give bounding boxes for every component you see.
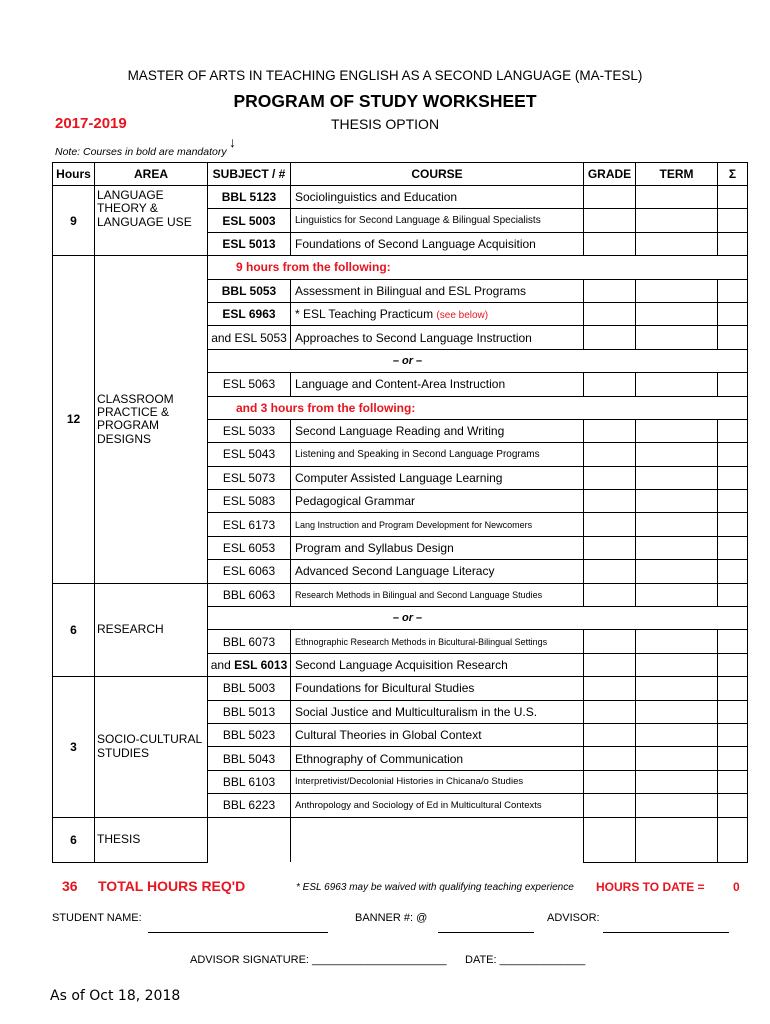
subject-cell: and ESL 5053: [208, 326, 291, 349]
grade-cell[interactable]: [584, 326, 636, 349]
term-cell[interactable]: [636, 513, 718, 536]
arrow-down-icon: ↓: [229, 134, 236, 150]
term-cell[interactable]: [636, 677, 718, 700]
sigma-cell[interactable]: [718, 770, 748, 793]
grade-cell[interactable]: [584, 770, 636, 793]
section-hours: 6: [53, 817, 95, 862]
course-cell: [291, 302, 584, 325]
grade-cell[interactable]: [584, 466, 636, 489]
sigma-cell[interactable]: [718, 443, 748, 466]
term-cell[interactable]: [636, 186, 718, 209]
subject-cell: ESL 5073: [208, 466, 291, 489]
subject-cell: ESL 5043: [208, 443, 291, 466]
term-cell[interactable]: [636, 443, 718, 466]
section-hours: 6: [53, 583, 95, 677]
course-cell: Assessment in Bilingual and ESL Programs: [291, 279, 584, 302]
grade-cell[interactable]: [584, 279, 636, 302]
course-cell: Ethnographic Research Methods in Bicultural-Bilingual Settings: [291, 630, 584, 653]
table-row: [53, 817, 748, 862]
subject-cell: ESL 6173: [208, 513, 291, 536]
grade-cell[interactable]: [584, 700, 636, 723]
course-cell: Approaches to Second Language Instruction: [291, 326, 584, 349]
course-cell: Social Justice and Multiculturalism in the U.S.: [291, 700, 584, 723]
term-cell[interactable]: [636, 490, 718, 513]
grade-cell[interactable]: [584, 747, 636, 770]
grade-cell[interactable]: [584, 513, 636, 536]
section-hours: 3: [53, 677, 95, 817]
course-cell: Program and Syllabus Design: [291, 536, 584, 559]
sigma-cell[interactable]: [718, 536, 748, 559]
term-cell[interactable]: [636, 419, 718, 442]
subject-cell: BBL 6223: [208, 794, 291, 817]
subject-cell: BBL 5043: [208, 747, 291, 770]
banner-field[interactable]: [438, 932, 534, 933]
see-below-note: (see below): [436, 310, 489, 322]
course-cell: Lang Instruction and Program Development for Newcomers: [291, 513, 584, 536]
catalog-years: 2017-2019: [55, 115, 127, 132]
total-hours-label: TOTAL HOURS REQ'D: [98, 878, 246, 894]
course-cell: Computer Assisted Language Learning: [291, 466, 584, 489]
table-row: [53, 677, 748, 700]
subject-code: ESL 6013: [234, 658, 288, 672]
hours-to-date-value: 0: [733, 880, 740, 894]
course-cell: Interpretivist/Decolonial Histories in Chicana/o Studies: [291, 770, 584, 793]
group-instruction: and 3 hours from the following:: [208, 396, 748, 419]
sigma-cell[interactable]: [718, 583, 748, 606]
course-cell: Ethnography of Communication: [291, 747, 584, 770]
term-cell[interactable]: [636, 232, 718, 255]
term-cell[interactable]: [636, 209, 718, 232]
grade-cell[interactable]: [584, 723, 636, 746]
grade-cell[interactable]: [584, 583, 636, 606]
course-cell: Cultural Theories in Global Context: [291, 723, 584, 746]
grade-cell[interactable]: [584, 232, 636, 255]
subject-cell: ESL 6063: [208, 560, 291, 583]
subject-cell: ESL 5063: [208, 373, 291, 396]
course-cell: Language and Content-Area Instruction: [291, 373, 584, 396]
sigma-cell[interactable]: [718, 232, 748, 255]
term-cell[interactable]: [636, 723, 718, 746]
sigma-cell[interactable]: [718, 490, 748, 513]
area-header: AREA: [95, 163, 208, 186]
sigma-cell[interactable]: [718, 677, 748, 700]
subject-cell: ESL 6963: [208, 302, 291, 325]
term-cell[interactable]: [636, 536, 718, 559]
grade-cell[interactable]: [584, 653, 636, 676]
section-area: SOCIO-CULTURAL STUDIES: [95, 677, 208, 817]
subject-cell: BBL 5013: [208, 700, 291, 723]
subject-cell: BBL 5053: [208, 279, 291, 302]
grade-cell[interactable]: [584, 186, 636, 209]
program-name: MASTER OF ARTS IN TEACHING ENGLISH AS A SECOND LANGUAGE (MA-TESL): [127, 68, 643, 83]
course-cell: Linguistics for Second Language & Bilingual Specialists: [291, 209, 584, 232]
grade-cell[interactable]: [584, 630, 636, 653]
sigma-cell[interactable]: [718, 653, 748, 676]
term-cell[interactable]: [636, 466, 718, 489]
course-cell: Foundations for Bicultural Studies: [291, 677, 584, 700]
waive-note: * ESL 6963 may be waived with qualifying teaching experience: [296, 882, 574, 893]
table-row: [53, 256, 748, 279]
grade-cell[interactable]: [584, 443, 636, 466]
course-header: COURSE: [291, 163, 584, 186]
sigma-cell[interactable]: [718, 723, 748, 746]
sigma-cell[interactable]: [718, 513, 748, 536]
sigma-cell[interactable]: [718, 373, 748, 396]
course-cell: Listening and Speaking in Second Language Programs: [291, 443, 584, 466]
sigma-cell[interactable]: [718, 279, 748, 302]
as-of-date: As of Oct 18, 2018: [50, 988, 181, 1004]
subject-cell: ESL 5013: [208, 232, 291, 255]
term-cell[interactable]: [636, 700, 718, 723]
course-cell: Sociolinguistics and Education: [291, 186, 584, 209]
sigma-cell[interactable]: [718, 326, 748, 349]
term-header: TERM: [636, 163, 718, 186]
term-cell[interactable]: [636, 373, 718, 396]
grade-cell[interactable]: [584, 490, 636, 513]
banner-label: BANNER #: @: [355, 912, 428, 924]
course-cell: Anthropology and Sociology of Ed in Multicultural Contexts: [291, 794, 584, 817]
sigma-cell[interactable]: [718, 209, 748, 232]
thesis-subject-cell[interactable]: [208, 817, 291, 862]
sigma-cell[interactable]: [718, 817, 748, 862]
or-divider: – or –: [208, 349, 748, 372]
grade-header: GRADE: [584, 163, 636, 186]
total-hours-value: 36: [62, 878, 78, 894]
subject-prefix: and: [210, 658, 231, 672]
sigma-cell[interactable]: [718, 186, 748, 209]
subject-cell: ESL 5003: [208, 209, 291, 232]
term-cell[interactable]: [636, 817, 718, 862]
table-header-row: [53, 163, 748, 186]
sigma-cell[interactable]: [718, 630, 748, 653]
course-cell: Foundations of Second Language Acquisition: [291, 232, 584, 255]
course-table: [52, 162, 748, 863]
student-name-field[interactable]: [148, 932, 328, 933]
course-name: * ESL Teaching Practicum: [295, 307, 434, 322]
grade-cell[interactable]: [584, 302, 636, 325]
course-cell: Advanced Second Language Literacy: [291, 560, 584, 583]
sigma-header: Σ: [718, 163, 748, 186]
sigma-cell[interactable]: [718, 302, 748, 325]
hours-header: Hours: [53, 163, 95, 186]
advisor-label: ADVISOR:: [547, 912, 600, 924]
term-cell[interactable]: [636, 279, 718, 302]
term-cell[interactable]: [636, 326, 718, 349]
subject-cell: ESL 5033: [208, 419, 291, 442]
or-divider: – or –: [208, 607, 748, 630]
sigma-cell[interactable]: [718, 419, 748, 442]
grade-cell[interactable]: [584, 794, 636, 817]
grade-cell[interactable]: [584, 209, 636, 232]
section-area: THESIS: [95, 817, 208, 862]
grade-cell[interactable]: [584, 419, 636, 442]
sigma-cell[interactable]: [718, 747, 748, 770]
grade-cell[interactable]: [584, 677, 636, 700]
subject-header: SUBJECT / #: [208, 163, 291, 186]
subject-cell: BBL 6063: [208, 583, 291, 606]
term-cell[interactable]: [636, 653, 718, 676]
section-hours: 12: [53, 256, 95, 583]
grade-cell[interactable]: [584, 373, 636, 396]
advisor-signature-label[interactable]: ADVISOR SIGNATURE: ______________________: [190, 954, 447, 966]
section-area: RESEARCH: [95, 583, 208, 677]
grade-cell[interactable]: [584, 817, 636, 862]
advisor-field[interactable]: [603, 932, 729, 933]
hours-to-date-label: HOURS TO DATE =: [596, 880, 705, 894]
course-cell: Second Language Acquisition Research: [291, 653, 584, 676]
date-label[interactable]: DATE: ______________: [465, 954, 586, 966]
term-cell[interactable]: [636, 770, 718, 793]
sigma-cell[interactable]: [718, 466, 748, 489]
grade-cell[interactable]: [584, 560, 636, 583]
subject-cell: BBL 5123: [208, 186, 291, 209]
sigma-cell[interactable]: [718, 560, 748, 583]
mandatory-note: Note: Courses in bold are mandatory: [55, 146, 227, 158]
thesis-option-label: THESIS OPTION: [330, 116, 440, 132]
term-cell[interactable]: [636, 794, 718, 817]
subject-cell: BBL 5003: [208, 677, 291, 700]
term-cell[interactable]: [636, 583, 718, 606]
section-area: CLASSROOM PRACTICE & PROGRAM DESIGNS: [95, 256, 208, 583]
section-hours: 9: [53, 186, 95, 256]
table-row: [53, 583, 748, 606]
course-cell: Research Methods in Bilingual and Second Language Studies: [291, 583, 584, 606]
subject-cell: BBL 6103: [208, 770, 291, 793]
section-area: LANGUAGE THEORY & LANGUAGE USE: [95, 186, 208, 256]
grade-cell[interactable]: [584, 536, 636, 559]
sigma-cell[interactable]: [718, 794, 748, 817]
subject-cell: [208, 653, 291, 676]
term-cell[interactable]: [636, 560, 718, 583]
worksheet-title: PROGRAM OF STUDY WORKSHEET: [233, 91, 537, 111]
student-name-label: STUDENT NAME:: [52, 912, 142, 924]
course-cell: Second Language Reading and Writing: [291, 419, 584, 442]
group-instruction: 9 hours from the following:: [208, 256, 748, 279]
subject-cell: ESL 6053: [208, 536, 291, 559]
term-cell[interactable]: [636, 630, 718, 653]
subject-cell: BBL 6073: [208, 630, 291, 653]
term-cell[interactable]: [636, 747, 718, 770]
thesis-course-cell[interactable]: [291, 817, 584, 862]
sigma-cell[interactable]: [718, 700, 748, 723]
subject-cell: BBL 5023: [208, 723, 291, 746]
course-cell: Pedagogical Grammar: [291, 490, 584, 513]
term-cell[interactable]: [636, 302, 718, 325]
table-row: [53, 186, 748, 209]
subject-cell: ESL 5083: [208, 490, 291, 513]
